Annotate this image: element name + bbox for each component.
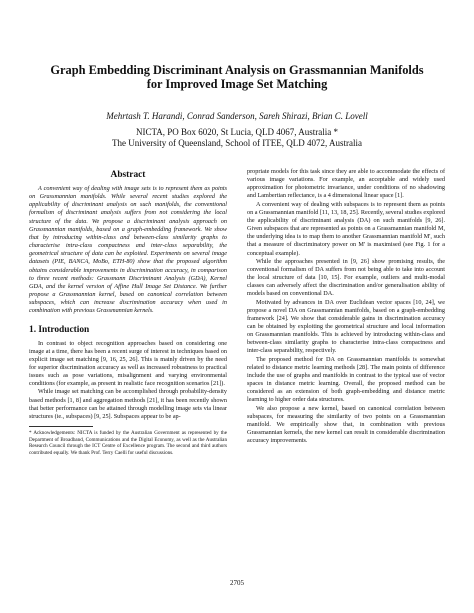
affiliation-line-1: NICTA, PO Box 6020, St Lucia, QLD 4067, Australia * — [135, 127, 339, 137]
author-list: Mehrtash T. Harandi, Conrad Sanderson, Sareh Shirazi, Brian C. Lovell — [106, 111, 368, 121]
right-paragraph-2: A convenient way of dealing with subspaces is to represent them as points on a Grassmannian manifold [11, 13, 18, 25]. Recently, several studies explored the applicability of discriminant analysis (DA) on such manifolds [9, 26]. Given subspaces that are represented as points on a Grassmannian manifold M, the underlying idea is to map them to another Grassmannian manifold M', such that a measure of discriminatory power on M' is maximised (see Fig. 1 for a conceptual example). — [247, 200, 446, 257]
paper-title — [30, 63, 444, 91]
right-column — [247, 168, 445, 445]
abstract-heading: Abstract — [110, 170, 146, 180]
affiliations — [30, 127, 444, 149]
right-paragraph-1: propriate models for this task since they are able to accommodate the effects of various image variations. For example, an acceptable and widely used approximation for photometric invariance, under conditions of no shadowing and Lambertian reflectance, is a 4 dimensional linear space [1]. — [247, 168, 445, 200]
page-number: 2705 — [230, 579, 244, 587]
title-line-2: for Improved Image Set Matching — [146, 77, 328, 91]
right-paragraph-6: We also propose a new kernel, based on canonical correlation between subspaces, for measuring the similarity of two points on a Grassmannian manifold. We empirically show that, in combination with previous Grassmannian kernels, the new kernel can result in considerable discrimination accuracy improvements. — [247, 404, 445, 445]
right-paragraph-4: Motivated by advances in DA over Euclidean vector spaces [10, 24], we propose a novel DA on Grassmannian manifolds, based on a graph-embedding framework [24]. We show that considerable gains in discrimination accuracy can be obtained by exploiting the geometrical structure and local information on Grassmannian manifolds. This is achieved by introducing within-class and between-class similarity graphs to characterise intra-class compactness and inter-class separability, respectively. — [247, 298, 445, 355]
left-column — [29, 168, 227, 457]
title-line-1: Graph Embedding Discriminant Analysis on Grassmannian Manifolds — [50, 63, 424, 77]
right-paragraph-5: The proposed method for DA on Grassmannian manifolds is somewhat related to distance metric learning methods [28]. The main points of difference include the use of graphs and manifolds in contrast to the typical use of vector spaces in distance metric learning. Overall, the proposed method can be considered as an extension of both graph-embedding and distance metric learning to higher order data structures. — [247, 355, 445, 404]
footnote-divider — [29, 426, 93, 427]
intro-paragraph-2: While image set matching can be accomplished through probability-density based methods [1, 8] and aggregation methods [21], it has been recently shown that better performance can be attained through modelling image sets via linear structures (ie., subspaces) [9, 25]. Subspaces appear to be ap- — [29, 388, 227, 420]
abstract-text: A convenient way of dealing with image sets is to represent them as points on Grassmannian manifolds. While several recent studies explored the applicability of discriminant analysis on such manifolds, the conventional formalism of discriminant analysis suffers from not considering the local structure of the data. We propose a discriminant analysis approach on Grassmannian manifolds, based on a graph-embedding framework. We show that by introducing within-class and between-class similarity graphs to characterise intra-class compactness and inter-class separability, the geometrical structure of data can be exploited. Experiments on several image datasets (PIE, BANCA, MoBo, ETH-80) show that the proposed algorithm obtains considerable improvements in discrimination accuracy, in comparison to three recent methods: Grassmann Discriminant Analysis (GDA), Kernel GDA, and the kernel version of Affine Hull Image Set Distance. We further propose a Grassmannian kernel, based on canonical correlation between subspaces, which can increase discrimination accuracy when used in combination with previous Grassmannian kernels. — [29, 185, 227, 315]
acknowledgements-footnote: * Acknowledgements: NICTA is funded by the Australian Government as represented by the Department of Broadband, Communications and the Digital Economy, as well as the Australian Research Council through the ICT Centre of Excellence program. The second and third authors contributed equally. We thank Prof. Terry Caelli for useful discussions. — [29, 430, 227, 457]
introduction-heading: 1. Introduction — [29, 324, 90, 335]
intro-paragraph-1: In contrast to object recognition approaches based on considering one image at a time, there has been a recent surge of interest in techniques based on explicit image set matching [9, 16, 25, 26]. This is mainly driven by the need for superior discrimination accuracy as well as increased robustness to practical issues such as pose variations, misalignment and varying environmental conditions (for example, as present in realistic face recognition scenarios [21]). — [29, 339, 227, 388]
affiliation-line-2: The University of Queensland, School of ITEE, QLD 4072, Australia — [112, 138, 362, 148]
right-paragraph-3: While the approaches presented in [9, 26] show promising results, the conventional formalism of DA suffers from not being able to take into account the local structure of data [10, 15]. For example, outliers and multi-modal classes can adversely affect the discrimination and/or generalisation ability of models based on conventional DA. — [247, 257, 445, 298]
